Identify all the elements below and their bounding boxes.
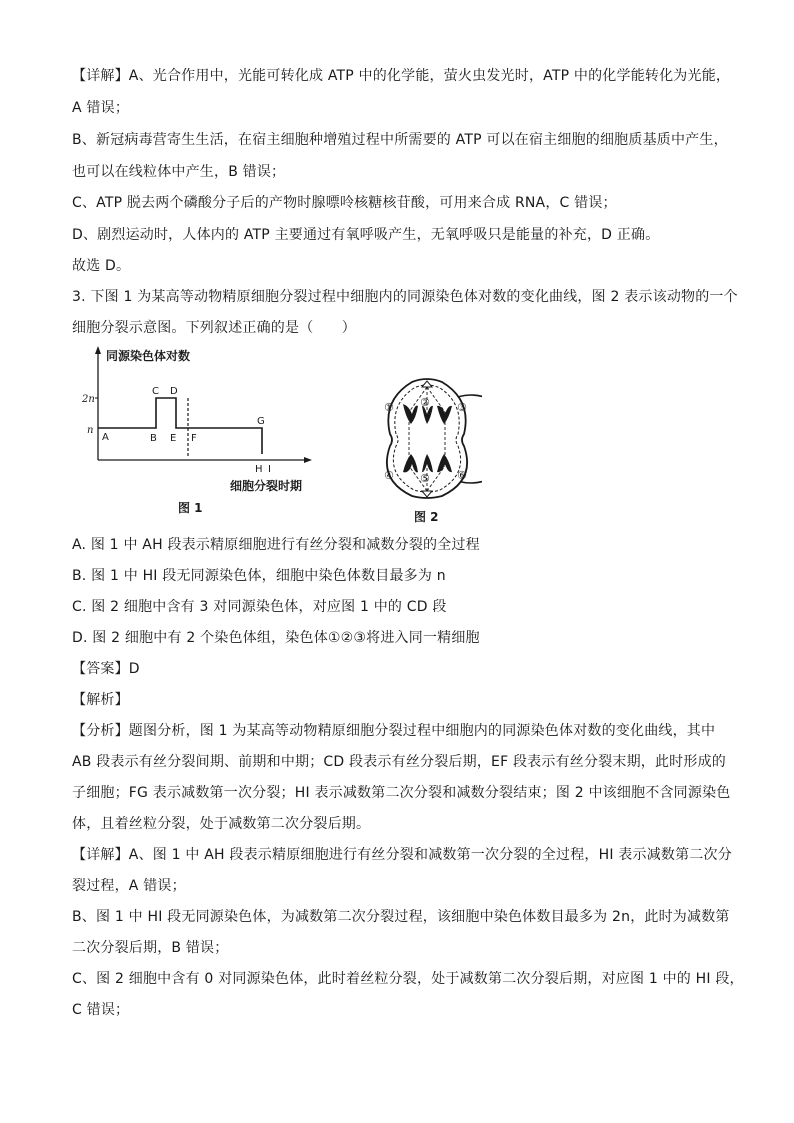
chromosome-label-6: ⑥ xyxy=(457,469,467,482)
option-c: C. 图 2 细胞中含有 3 对同源染色体，对应图 1 中的 CD 段 xyxy=(72,599,447,615)
detail-2-line-5: C、图 2 细胞中含有 0 对同源染色体，此时着丝粒分裂，处于减数第二次分裂后期，对应图 1 中的 HI 段， xyxy=(72,971,744,987)
detail-line-1: 【详解】A、光合作用中，光能可转化成 ATP 中的化学能，萤火虫发光时，ATP 中的化学能转化为光能， xyxy=(72,68,731,84)
detail-line-5: C、ATP 脱去两个磷酸分子后的产物时腺嘌呤核糖核苷酸，可用来合成 RNA，C 错误； xyxy=(72,195,617,211)
figure-2-cell-diagram xyxy=(372,370,482,528)
point-label-H: H xyxy=(255,464,263,475)
option-a: A. 图 1 中 AH 段表示精原细胞进行有丝分裂和减数分裂的全过程 xyxy=(72,537,480,553)
point-label-G: G xyxy=(257,416,265,427)
detail-2-line-6: C 错误； xyxy=(72,1002,130,1018)
analysis-line-1: 【分析】题图分析，图 1 为某高等动物精原细胞分裂过程中细胞内的同源染色体对数的变化曲线，其中 xyxy=(72,723,716,739)
figure-1 xyxy=(80,346,325,521)
figure-1-graph xyxy=(80,346,325,521)
chromosome-label-2: ② xyxy=(420,396,430,409)
analysis-line-2: AB 段表示有丝分裂间期、前期和中期；CD 段表示有丝分裂后期，EF 段表示有丝分裂末期，此时形成的 xyxy=(72,754,726,770)
chromosome-label-1: ① xyxy=(384,401,394,414)
figure-2-caption: 图 2 xyxy=(414,510,439,524)
point-label-E: E xyxy=(170,433,177,444)
analysis-line-4: 体，且着丝粒分裂，处于减数第二次分裂后期。 xyxy=(72,816,371,832)
detail-2-line-4: 二次分裂后期，B 错误； xyxy=(72,940,229,956)
y-axis-arrow xyxy=(95,346,101,354)
point-label-D: D xyxy=(170,386,178,397)
x-axis-label: 细胞分裂时期 xyxy=(230,479,303,493)
figure-2 xyxy=(372,370,482,528)
detail-line-4: 也可以在线粒体中产生，B 错误； xyxy=(72,164,286,180)
detail-line-6: D、剧烈运动时，人体内的 ATP 主要通过有氧呼吸产生，无氧呼吸只是能量的补充，D 正确。 xyxy=(72,227,660,243)
y-axis-label: 同源染色体对数 xyxy=(106,349,191,363)
detail-line-2: A 错误； xyxy=(72,100,130,116)
homologous-pair-curve xyxy=(98,398,262,454)
analysis-line-3: 子细胞；FG 表示减数第一次分裂；HI 表示减数第二次分裂和减数分裂结束；图 2 中该细胞不含同源染色 xyxy=(72,785,731,801)
conclusion-line: 故选 D。 xyxy=(72,258,131,274)
point-label-F: F xyxy=(191,433,197,444)
point-label-A: A xyxy=(102,432,109,443)
point-label-I: I xyxy=(268,464,271,475)
analysis-heading: 【解析】 xyxy=(72,692,129,708)
question-stem-line-2: 细胞分裂示意图。下列叙述正确的是（ ） xyxy=(72,320,356,336)
chromosome-label-4: ④ xyxy=(384,469,394,482)
chromosome-label-3: ③ xyxy=(457,401,467,414)
y-tick-2n: 2n xyxy=(82,394,95,405)
detail-2-line-1: 【详解】A、图 1 中 AH 段表示精原细胞进行有丝分裂和减数第一次分裂的全过程，HI 表示减数第二次分 xyxy=(72,847,732,863)
option-d: D. 图 2 细胞中有 2 个染色体组，染色体①②③将进入同一精细胞 xyxy=(72,630,480,646)
detail-2-line-2: 裂过程，A 错误； xyxy=(72,878,186,894)
option-b: B. 图 1 中 HI 段无同源染色体，细胞中染色体数目最多为 n xyxy=(72,568,446,584)
figure-1-caption: 图 1 xyxy=(178,501,203,515)
detail-2-line-3: B、图 1 中 HI 段无同源染色体，为减数第二次分裂过程，该细胞中染色体数目最多为 2n，此时为减数第 xyxy=(72,909,730,925)
detail-line-3: B、新冠病毒营寄生生活，在宿主细胞种增殖过程中所需要的 ATP 可以在宿主细胞的细胞质基质中产生， xyxy=(72,132,728,148)
point-label-C: C xyxy=(152,386,159,397)
question-stem-line-1: 3. 下图 1 为某高等动物精原细胞分裂过程中细胞内的同源染色体对数的变化曲线，图 2 表示该动物的一个 xyxy=(72,289,738,305)
chromosome-label-5: ⑤ xyxy=(420,472,430,485)
x-axis-arrow xyxy=(304,457,312,463)
point-label-B: B xyxy=(150,433,157,444)
answer-line: 【答案】D xyxy=(72,661,140,677)
y-tick-n: n xyxy=(87,425,94,436)
